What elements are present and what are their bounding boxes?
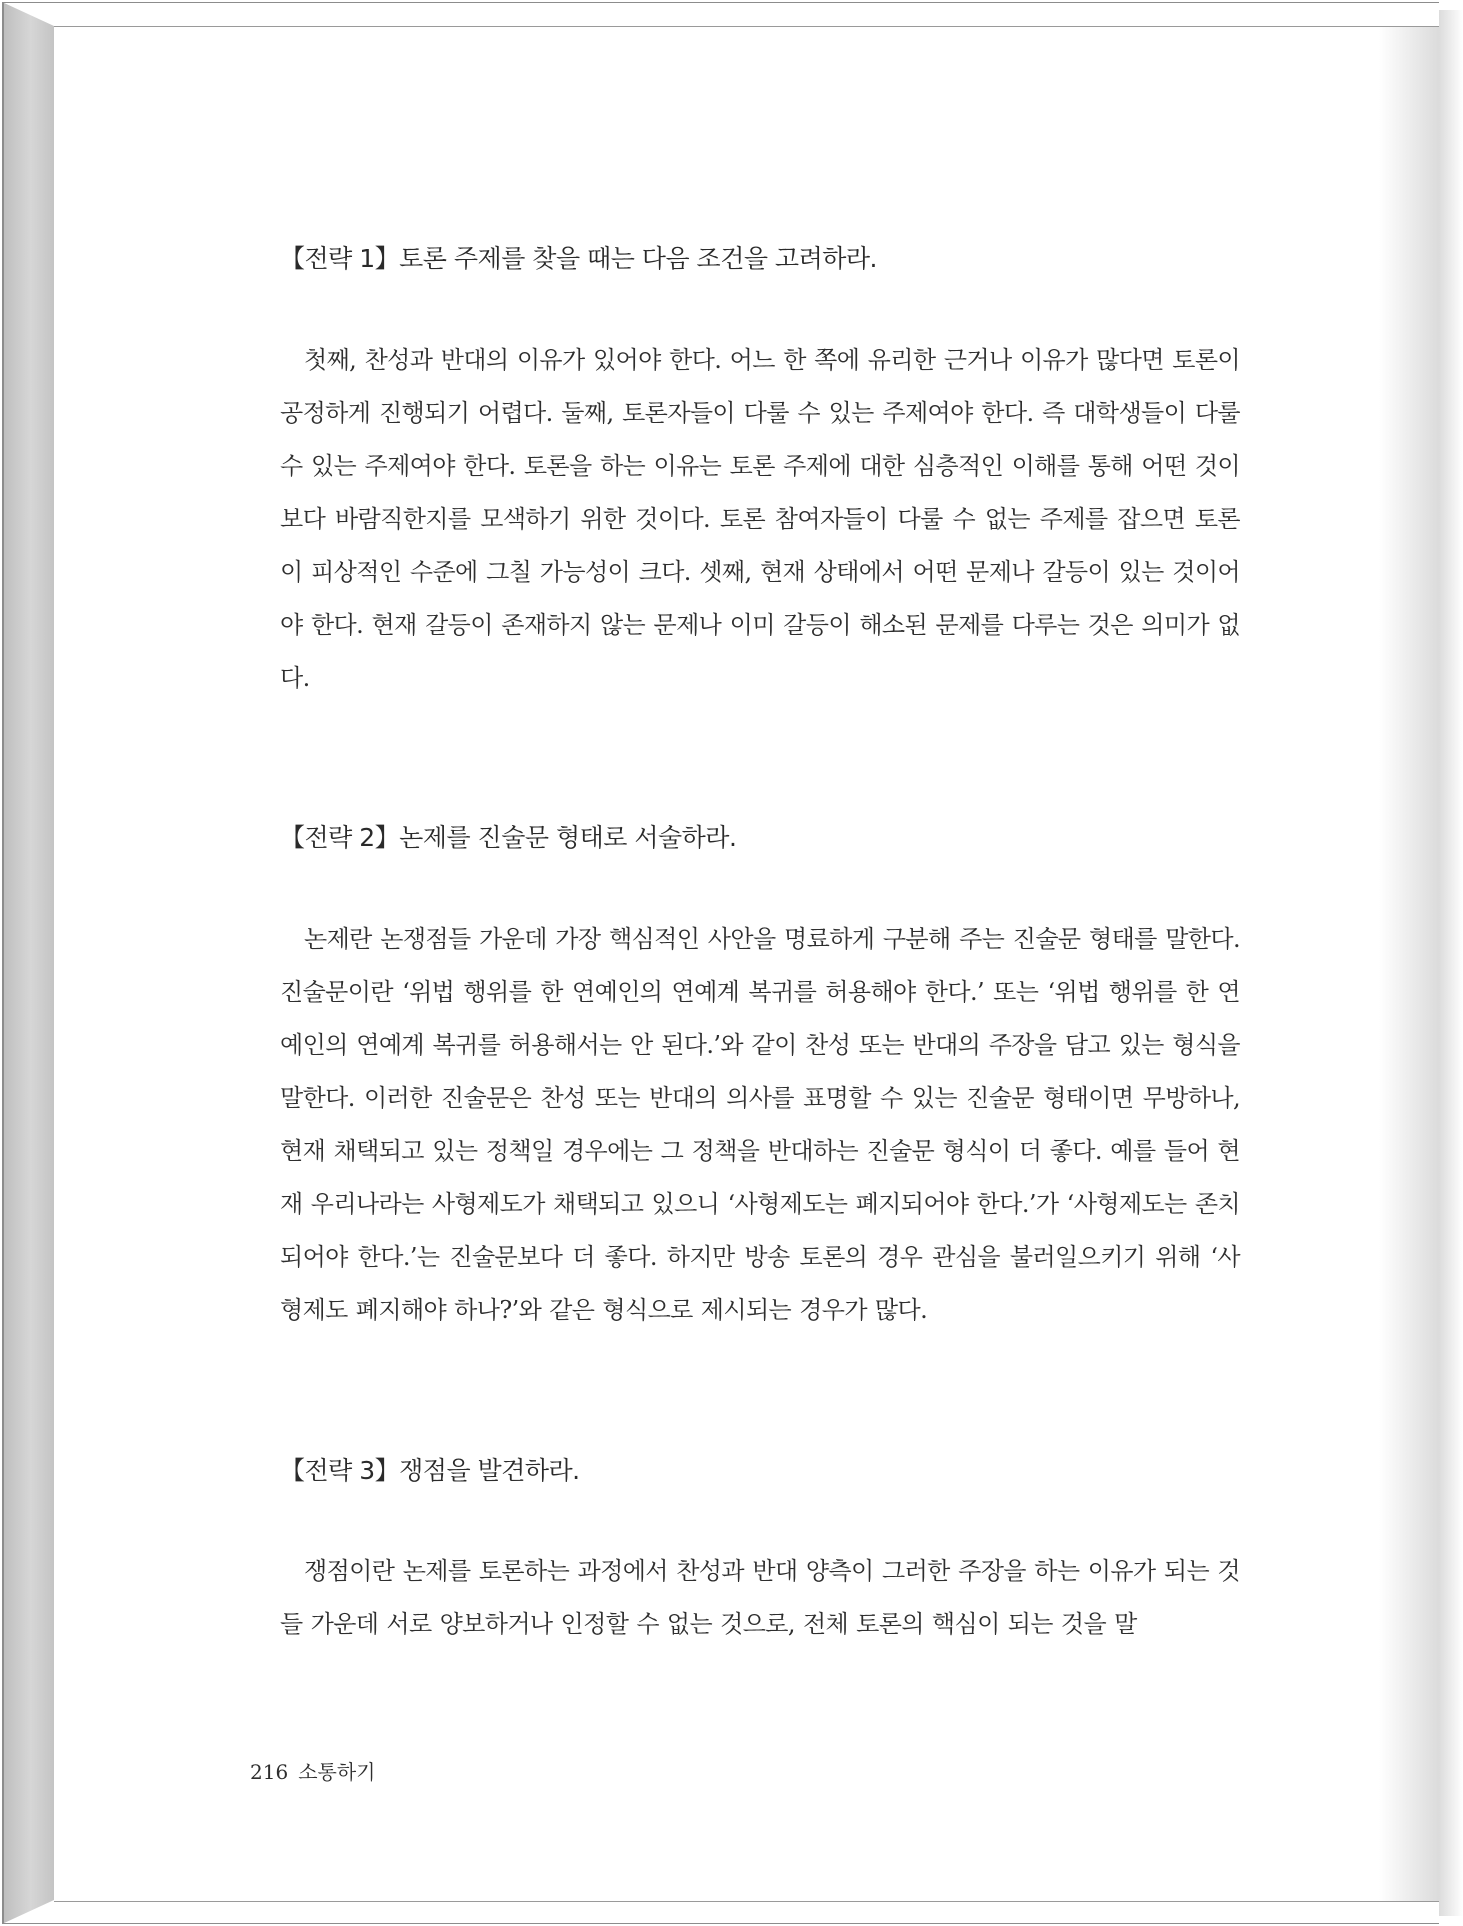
section-body-3: 쟁점이란 논제를 토론하는 과정에서 찬성과 반대 양측이 그러한 주장을 하는 이유가 되는 것들 가운데 서로 양보하거나 인정할 수 없는 것으로, 전체 토론의 핵심이 되는 것을 말: [280, 1557, 1240, 1638]
frame-bottom-line: [2, 1923, 1439, 1924]
section-body-1: 첫째, 찬성과 반대의 이유가 있어야 한다. 어느 한 쪽에 유리한 근거나 이유가 많다면 토론이 공정하게 진행되기 어렵다. 둘째, 토론자들이 다룰 수 있는 주제여야 한다. 즉 대학생들이 다룰 수 있는 주제여야 한다. 토론을 하는 이유는 토론 주제에 대한 심층적인 이해를 통해 어떤 것이 보다 바람직한지를 모색하기 위한 것이다. 토론 참여자들이 다룰 수 없는 주제를 잡으면 토론이 피상적인 수준에 그칠 가능성이 크다. 셋째, 현재 상태에서 어떤 문제나 갈등이 있는 것이어야 한다. 현재 갈등이 존재하지 않는 문제나 이미 갈등이 해소된 문제를 다루는 것은 의미가 없다.: [280, 346, 1240, 692]
running-title: 소통하기: [298, 1760, 376, 1784]
page-gutter-shadow: [1379, 27, 1439, 1901]
page-footer: [250, 1756, 375, 1785]
section-body-2: 논제란 논쟁점들 가운데 가장 핵심적인 사안을 명료하게 구분해 주는 진술문 형태를 말한다. 진술문이란 ‘위법 행위를 한 연예인의 연예계 복귀를 허용해야 한다.’ 또는 ‘위법 행위를 한 연예인의 연예계 복귀를 허용해서는 안 된다.’와 같이 찬성 또는 반대의 주장을 담고 있는 형식을 말한다. 이러한 진술문은 찬성 또는 반대의 의사를 표명할 수 있는 진술문 형태이면 무방하나, 현재 채택되고 있는 정책일 경우에는 그 정책을 반대하는 진술문 형식이 더 좋다. 예를 들어 현재 우리나라는 사형제도가 채택되고 있으니 ‘사형제도는 폐지되어야 한다.’가 ‘사형제도는 존치되어야 한다.’는 진술문보다 더 좋다. 하지만 방송 토론의 경우 관심을 불러일으키기 위해 ‘사형제도 폐지해야 하나?’와 같은 형식으로 제시되는 경우가 많다.: [280, 925, 1240, 1324]
section-heading-3: 【전략 3】쟁점을 발견하라.: [280, 1456, 580, 1485]
page-number: 216: [250, 1760, 289, 1784]
section-heading-1: 【전략 1】토론 주제를 찾을 때는 다음 조건을 고려하라.: [280, 244, 877, 273]
page-edge-shadow: [1439, 10, 1463, 1916]
book-spine-edge: [2, 2, 54, 1924]
section-heading-2: 【전략 2】논제를 진술문 형태로 서술하라.: [280, 823, 737, 852]
frame-top-line: [2, 2, 1439, 3]
